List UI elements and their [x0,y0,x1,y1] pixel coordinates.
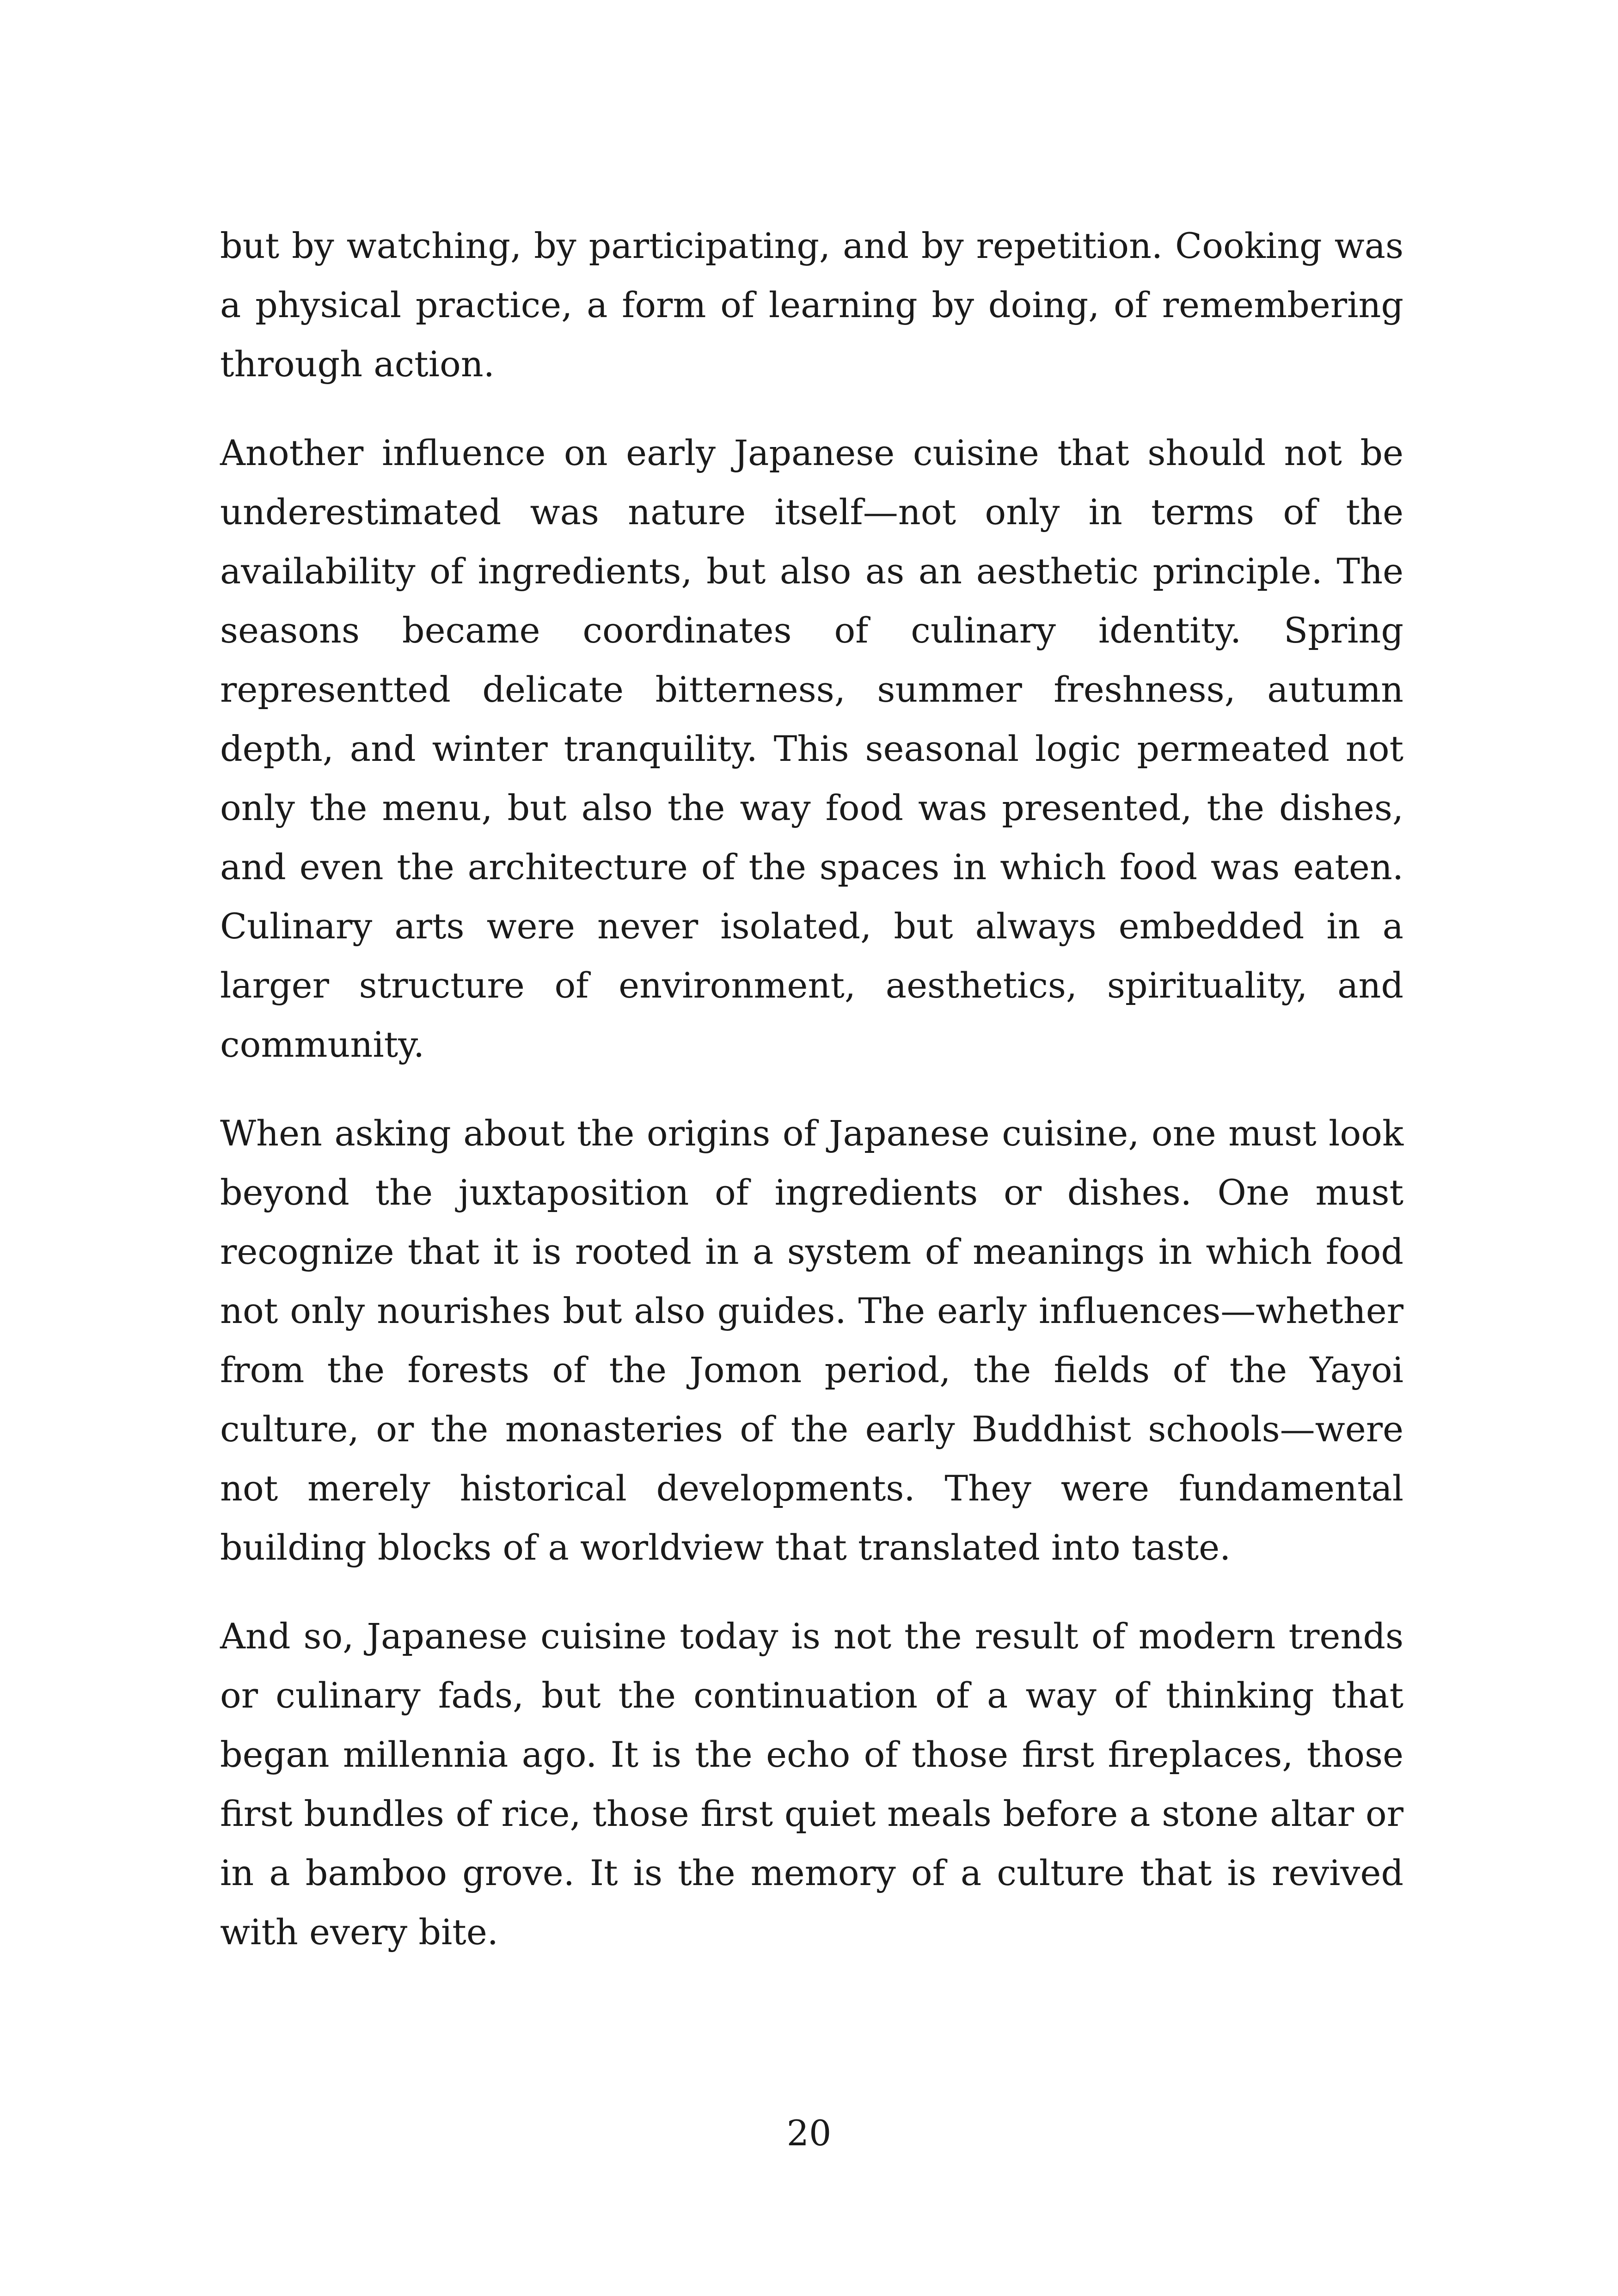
paragraph: Another influence on early Japanese cuisine that should not be underestimated was nature itself—not only in terms of the availability of ingredients, but also as an aesthetic principle. The seasons became coordinates of culinary identity. Spring representted delicate bitterness, summer freshness, autumn depth, and winter tranquility. This seasonal logic permeated not only the menu, but also the way food was presented, the dishes, and even the architecture of the spaces in which food was eaten. Culinary arts were never isolated, but always embedded in a larger structure of environment, aesthetics, spirituality, and community. [220,432,1403,1065]
body-text [220,216,1403,1991]
paragraph: And so, Japanese cuisine today is not the result of modern trends or culinary fads, but the continuation of a way of thinking that began millennia ago. It is the echo of those first fireplaces, those first bundles of rice, those first quiet meals before a stone altar or in a bamboo grove. It is the memory of a culture that is revived with every bite. [220,1616,1403,1953]
page-number: 20 [786,2112,832,2154]
paragraph: When asking about the origins of Japanese cuisine, one must look beyond the juxtaposition of ingredients or dishes. One must recognize that it is rooted in a system of meanings in which food not only nourishes but also guides. The early influences—whether from the forests of the Jomon period, the fields of the Yayoi culture, or the monasteries of the early Buddhist schools—were not merely historical developments. They were fundamental building blocks of a worldview that translated into taste. [220,1113,1403,1568]
paragraph: but by watching, by participating, and by repetition. Cooking was a physical practice, a form of learning by doing, of remembering through action. [220,225,1403,385]
